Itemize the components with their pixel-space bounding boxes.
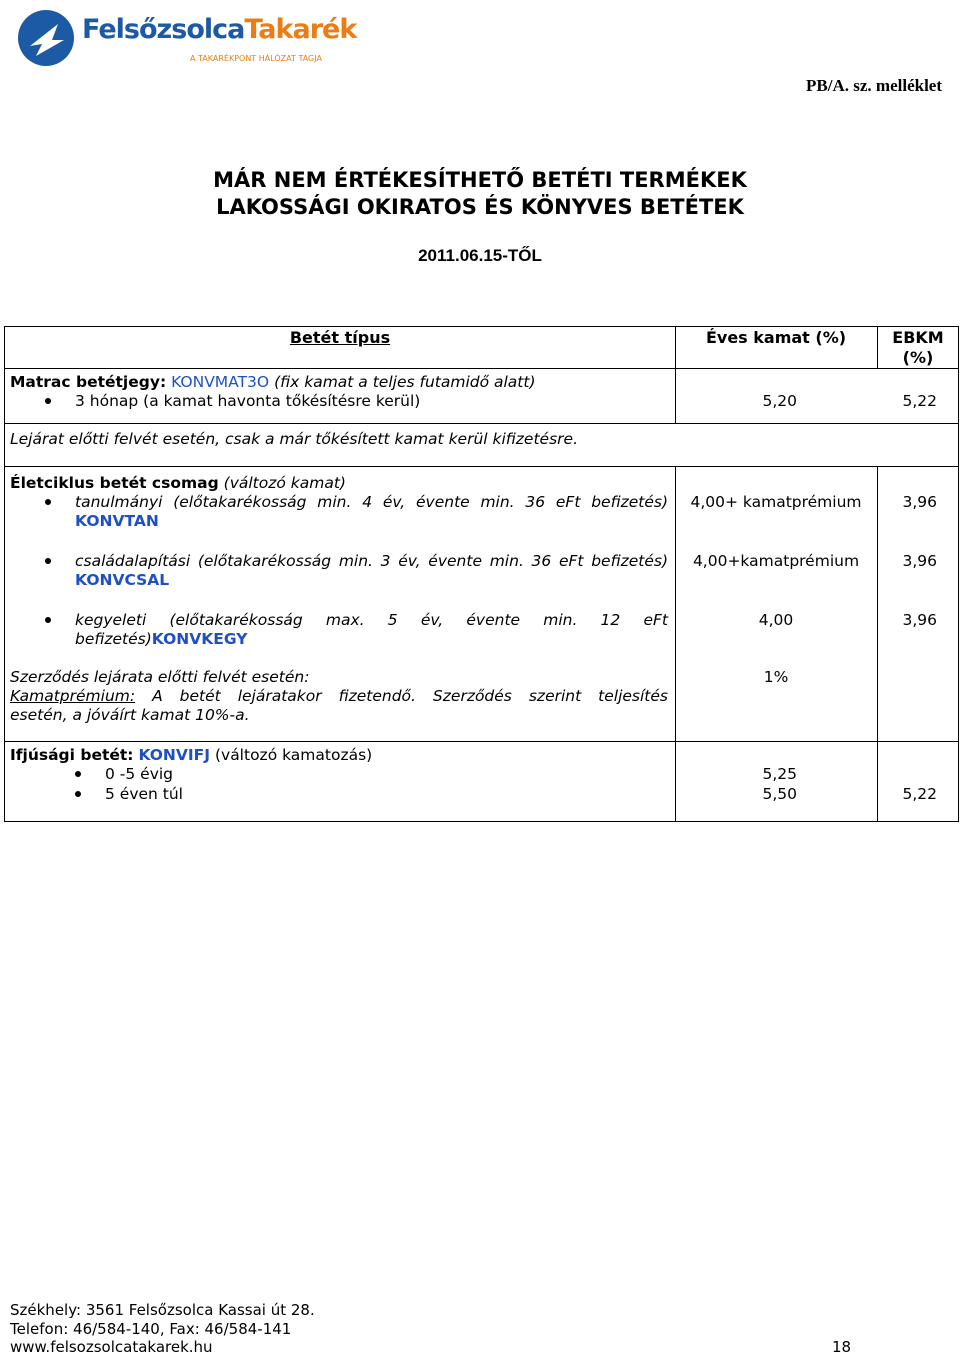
ifjusagi-title: Ifjúsági betét: KONVIFJ (változó kamatozás) <box>10 746 373 764</box>
eletciklus-item-1-ebkm: 3,96 <box>902 493 937 511</box>
matrac-row-title: Matrac betétjegy: KONVMAT3O (fix kamat a teljes futamidő alatt) <box>10 373 536 391</box>
footer-website: www.felsozsolcatakarek.hu <box>10 1338 213 1356</box>
matrac-item: 3 hónap (a kamat havonta tőkésítésre kerül) <box>75 392 421 410</box>
eletciklus-item-3-text-2: befizetés)KONVKEGY <box>75 630 248 648</box>
bank-logo <box>18 8 357 72</box>
premium-line-2: esetén, a jóváírt kamat 10%-a. <box>10 706 250 724</box>
logo-tagline: A TAKARÉKPONT HÁLÓZAT TAGJA <box>190 54 322 63</box>
bullet-icon <box>75 791 81 797</box>
header-type: Betét típus <box>289 328 391 347</box>
eletciklus-title: Életciklus betét csomag (változó kamat) <box>10 474 346 492</box>
ifjusagi-item-2-rate: 5,50 <box>762 785 797 803</box>
early-withdrawal-label: Szerződés lejárata előtti felvét esetén: <box>10 668 310 686</box>
logo-emblem-icon <box>18 10 74 66</box>
effective-date: 2011.06.15-TŐL <box>418 246 542 265</box>
header-ebkm: EBKM (%) <box>892 328 944 367</box>
eletciklus-item-1-text: tanulmányi (előtakarékosság min. 4 év, évente min. 36 eFt befizetés) <box>75 493 668 511</box>
ifjusagi-item-2: 5 éven túl <box>105 785 183 803</box>
annex-label: PB/A. sz. melléklet <box>806 76 942 95</box>
bullet-icon <box>75 771 81 777</box>
deposit-rates-table <box>4 326 959 822</box>
eletciklus-item-1-rate: 4,00+ kamatprémium <box>690 493 862 511</box>
eletciklus-item-1-code: KONVTAN <box>75 512 159 530</box>
premium-line-1: Kamatprémium: A betét lejáratakor fizetendő. Szerződés szerint teljesítés <box>10 687 668 705</box>
header-rate: Éves kamat (%) <box>705 328 847 347</box>
bullet-icon <box>45 617 51 623</box>
ifjusagi-item-2-ebkm: 5,22 <box>902 785 937 803</box>
title-line-1: MÁR NEM ÉRTÉKESÍTHETŐ BETÉTI TERMÉKEK <box>213 168 747 192</box>
matrac-rate: 5,20 <box>762 392 797 410</box>
logo-name: FelsőzsolcaTakarék <box>82 14 357 45</box>
eletciklus-item-3-text: kegyeleti (előtakarékosság max. 5 év, évente min. 12 eFt <box>75 611 668 629</box>
ifjusagi-item-1-rate: 5,25 <box>762 765 797 783</box>
eletciklus-item-2-rate: 4,00+kamatprémium <box>692 552 860 570</box>
bullet-icon <box>45 398 51 404</box>
footer-phone: Telefon: 46/584-140, Fax: 46/584-141 <box>10 1320 292 1338</box>
bullet-icon <box>45 499 51 505</box>
page-number: 18 <box>832 1338 852 1356</box>
eletciklus-item-3-rate: 4,00 <box>758 611 794 629</box>
early-withdrawal-rate: 1% <box>763 668 789 686</box>
eletciklus-item-2-ebkm: 3,96 <box>902 552 937 570</box>
eletciklus-item-2-text: családalapítási (előtakarékosság min. 3 év, évente min. 36 eFt befizetés) <box>75 552 668 570</box>
bullet-icon <box>45 558 51 564</box>
matrac-ebkm: 5,22 <box>902 392 937 410</box>
matrac-warning: Lejárat előtti felvét esetén, csak a már tőkésített kamat kerül kifizetésre. <box>10 430 578 448</box>
footer-address: Székhely: 3561 Felsőzsolca Kassai út 28. <box>10 1301 315 1319</box>
ifjusagi-item-1: 0 -5 évig <box>105 765 174 783</box>
eletciklus-item-2-code: KONVCSAL <box>75 571 170 589</box>
eletciklus-item-3-ebkm: 3,96 <box>902 611 937 629</box>
title-line-2: LAKOSSÁGI OKIRATOS ÉS KÖNYVES BETÉTEK <box>216 195 744 219</box>
